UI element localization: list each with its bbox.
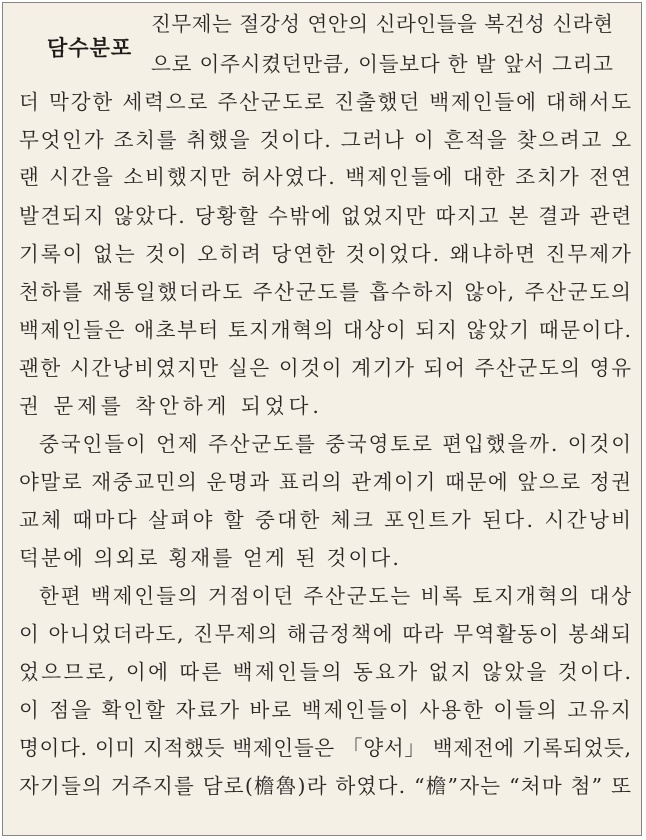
text-line: 명이다. 이미 지적했듯 백제인들은 「양서」 백제전에 기록되었듯, (19, 736, 632, 760)
text-line: 이 점을 확인할 자료가 바로 백제인들이 사용한 이들의 고유지 (19, 698, 633, 722)
text-line: 이 아니었더라도, 진무제의 해금정책에 따라 무역활동이 봉쇄되 (19, 622, 633, 646)
text-line: 권 문제를 착안하게 되었다. (19, 394, 323, 418)
text-line: 진무제는 절강성 연안의 신라인들을 복건성 신라현 (151, 12, 614, 36)
text-line: 교체 때마다 살펴야 할 중대한 체크 포인트가 된다. 시간낭비 (19, 508, 634, 532)
text-line: 발견되지 않았다. 당황할 수밖에 없었지만 따지고 본 결과 관련 (19, 204, 633, 228)
text-line: 으로 이주시켰던만큼, 이들보다 한 발 앞서 그리고 (151, 52, 614, 76)
text-line: 기록이 없는 것이 오히려 당연한 것이었다. 왜냐하면 진무제가 (19, 242, 633, 266)
document-page (3, 3, 642, 836)
text-line: 천하를 재통일했더라도 주산군도를 흡수하지 않아, 주산군도의 (19, 280, 633, 304)
text-line: 괜한 시간낭비였지만 실은 이것이 계기가 되어 주산군도의 영유 (19, 356, 633, 380)
text-line: 덕분에 의외로 횡재를 얻게 된 것이다. (19, 546, 402, 570)
text-line: 자기들의 거주지를 담로(檐魯)라 하였다. “檐”자는 “처마 첨” 또 (19, 774, 633, 798)
text-line: 랜 시간을 소비했지만 허사였다. 백제인들에 대한 조치가 전연 (19, 165, 633, 189)
text-line: 야말로 재중교민의 운명과 표리의 관계이기 때문에 앞으로 정권 (19, 470, 633, 494)
text-line: 중국인들이 언제 주산군도를 중국영토로 편입했을까. 이것이 (39, 432, 634, 456)
text-line: 었으므로, 이에 따른 백제인들의 동요가 없지 않았을 것이다. (19, 660, 634, 684)
section-heading: 담수분포 (47, 36, 133, 60)
text-line: 백제인들은 애초부터 토지개혁의 대상이 되지 않았기 때문이다. (19, 318, 633, 342)
text-line: 더 막강한 세력으로 주산군도로 진출했던 백제인들에 대해서도 (19, 90, 633, 114)
page-frame (2, 2, 642, 836)
text-line: 한편 백제인들의 거점이던 주산군도는 비록 토지개혁의 대상 (39, 584, 634, 608)
text-line: 무엇인가 조치를 취했을 것이다. 그러나 이 흔적을 찾으려고 오 (19, 128, 633, 152)
